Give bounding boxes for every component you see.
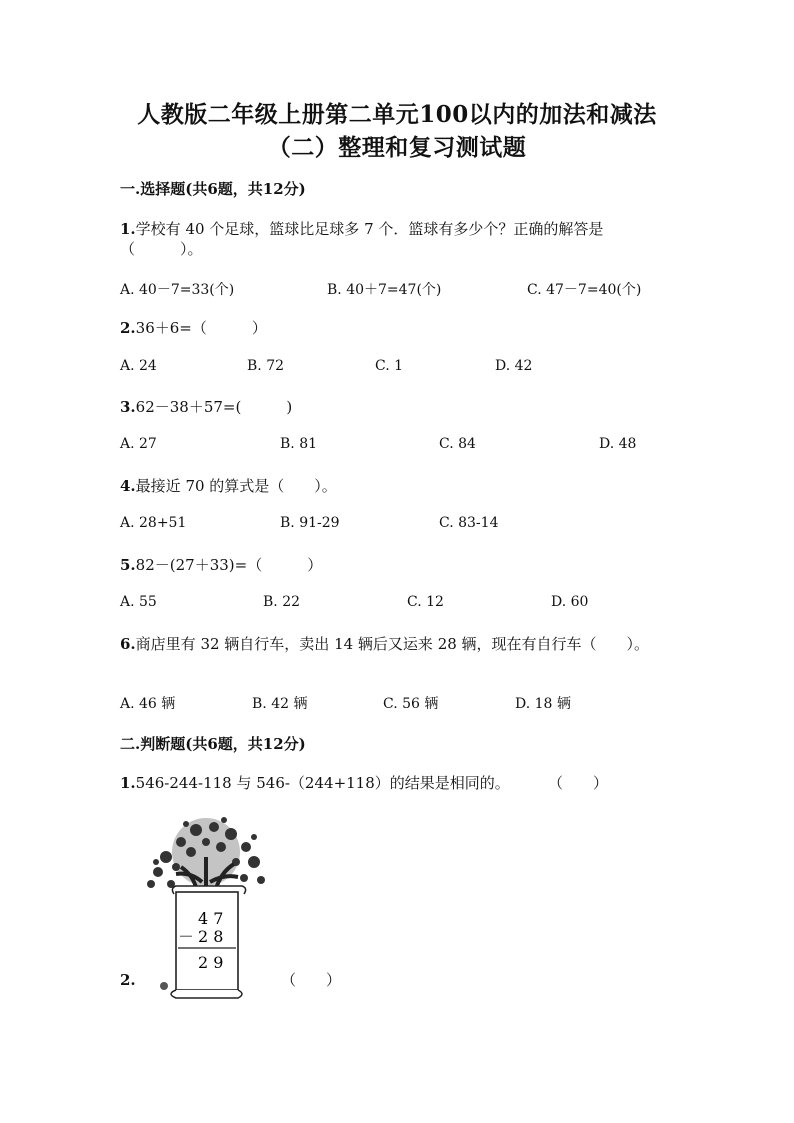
question-4 [120, 475, 337, 496]
question-1 [120, 218, 603, 239]
option-c[interactable]: C. 83-14 [439, 515, 499, 531]
page-title-line2: （二）整理和复习测试题 [267, 134, 527, 161]
answer-blank[interactable]: （ ） [548, 774, 609, 792]
question-6 [120, 633, 649, 654]
question-number: 6. [120, 635, 136, 653]
question-5 [120, 554, 322, 575]
question-text: 62－38＋57=( ) [135, 398, 293, 416]
question-text: 最接近 70 的算式是（ ）。 [135, 477, 337, 495]
page-title-line1: 人教版二年级上册第二单元100以内的加法和减法 [137, 101, 657, 128]
option-b[interactable]: B. 81 [280, 436, 318, 452]
option-c[interactable]: C. 56 辆 [383, 696, 439, 712]
calc-result: 2 9 [198, 953, 224, 972]
section-heading-judgement: 二.判断题(共6题，共12分) [120, 735, 306, 753]
option-b[interactable]: B. 40＋7=47(个) [327, 282, 442, 298]
option-d[interactable]: D. 60 [551, 594, 589, 610]
option-a[interactable]: A. 27 [120, 436, 157, 452]
section-heading-choice: 一.选择题(共6题，共12分) [120, 180, 306, 198]
answer-blank[interactable]: （ ） [281, 971, 342, 989]
tree-scroll-illustration [136, 812, 276, 1004]
option-d[interactable]: D. 18 辆 [515, 696, 571, 712]
question-2 [120, 317, 267, 338]
question-text: 学校有 40 个足球，篮球比足球多 7 个．篮球有多少个？正确的解答是 [135, 220, 604, 238]
question-number: 2. [120, 319, 136, 337]
question-text: 36＋6=（ ） [135, 319, 267, 337]
option-a[interactable]: A. 24 [120, 358, 157, 374]
question-number: 1. [120, 220, 136, 238]
option-c[interactable]: C. 12 [407, 594, 444, 610]
option-b[interactable]: B. 91-29 [280, 515, 340, 531]
option-c[interactable]: C. 1 [375, 358, 404, 374]
question-number: 5. [120, 556, 136, 574]
option-b[interactable]: B. 22 [263, 594, 301, 610]
question-number: 3. [120, 398, 136, 416]
question-3 [120, 396, 292, 417]
option-a[interactable]: A. 40－7=33(个) [120, 282, 235, 298]
calc-top: 4 7 [198, 909, 224, 928]
judgement-1 [120, 772, 510, 793]
question-text: 商店里有 32 辆自行车，卖出 14 辆后又运来 28 辆，现在有自行车（ ）。 [135, 635, 650, 653]
question-number: 1. [120, 774, 136, 792]
option-a[interactable]: A. 46 辆 [120, 696, 176, 712]
option-b[interactable]: B. 42 辆 [252, 696, 308, 712]
option-d[interactable]: D. 42 [495, 358, 533, 374]
option-c[interactable]: C. 84 [439, 436, 476, 452]
question-number: 4. [120, 477, 136, 495]
option-c[interactable]: C. 47－7=40(个) [527, 282, 642, 298]
minus-sign: － [178, 927, 195, 946]
question-number: 2. [120, 971, 136, 989]
question-1-blank: （ ）。 [120, 240, 203, 258]
option-d[interactable]: D. 48 [599, 436, 637, 452]
question-text: 82－(27＋33)=（ ） [135, 556, 323, 574]
calc-subtrahend: 2 8 [198, 927, 224, 946]
judgement-2 [120, 971, 136, 989]
option-b[interactable]: B. 72 [247, 358, 285, 374]
option-a[interactable]: A. 28+51 [120, 515, 187, 531]
option-a[interactable]: A. 55 [120, 594, 157, 610]
question-text: 546-244-118 与 546-（244+118）的结果是相同的。 [135, 774, 510, 792]
